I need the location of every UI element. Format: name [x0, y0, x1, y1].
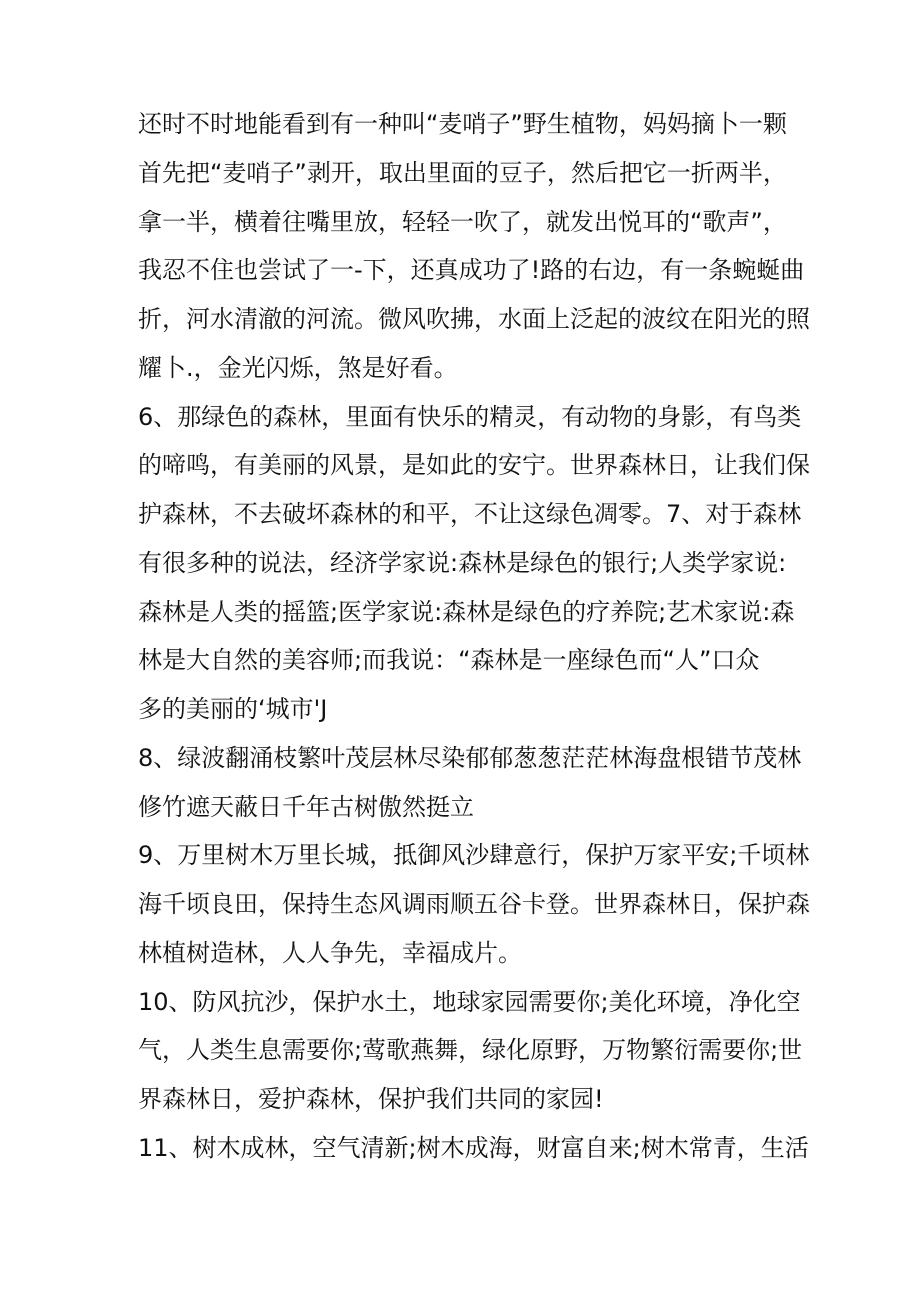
text-line: 耀卜.，金光闪烁，煞是好看。	[138, 353, 458, 382]
text-line: 还时不时地能看到有一种叫“麦哨子”野生植物，妈妈摘卜一颗	[138, 110, 787, 138]
text-line: 林植树造林，人人争先，幸福成片。	[138, 938, 522, 967]
text-line: 护森林，不去破坏森林的和平，不让这绿色凋零。7、对于森林	[138, 500, 802, 528]
text-line: 气，人类生息需要你;莺歌燕舞，绿化原野，万物繁衍需要你;世	[138, 1036, 803, 1065]
text-line: 首先把“麦哨子”剥开，取出里面的豆子，然后把它一折两半，	[138, 158, 787, 187]
text-line: 9、万里树木万里长城，抵御风沙肆意行，保护万家平安;千顷林	[138, 841, 810, 870]
text-line: 有很多种的说法，经济学家说:森林是绿色的银行;人类学家说:	[138, 548, 787, 577]
text-line: 林是大自然的美容师;而我说：“森林是一座绿色而“人”口众	[138, 646, 760, 675]
text-line: 10、防风抗沙，保护水土，地球家园需要你;美化环境，净化空	[138, 987, 801, 1016]
text-line: 界森林日，爱护森林，保护我们共同的家园!	[138, 1085, 604, 1113]
text-line: 拿一半，横着往嘴里放，轻轻一吹了，就发出悦耳的“歌声”，	[138, 207, 787, 236]
text-line: 11、树木成林，空气清新;树木成海，财富自来;树木常青，生活	[138, 1133, 809, 1162]
text-line: 8、绿波翻涌枝繁叶茂层林尽染郁郁葱葱茫茫林海盘根错节茂林	[138, 743, 802, 772]
text-line: 的啼鸣，有美丽的风景，是如此的安宁。世界森林日，让我们保	[138, 451, 810, 480]
body-text	[138, 100, 810, 1173]
text-line: 折，河水清澈的河流。微风吹拂，水面上泛起的波纹在阳光的照	[138, 305, 810, 333]
text-line: 6、那绿色的森林，里面有快乐的精灵，有动物的身影，有鸟类	[138, 402, 802, 431]
text-line: 海千顷良田，保持生态风调雨顺五谷卡登。世界森林日，保护森	[138, 890, 810, 918]
text-line: 修竹遮天蔽日千年古树傲然挺立	[138, 792, 474, 821]
text-line: 多的美丽的‘城市'J	[138, 695, 328, 723]
text-line: 我忍不住也尝试了一-下，还真成功了!路的右边，有一条蜿蜒曲	[138, 256, 805, 285]
text-line: 森林是人类的摇篮;医学家说:森林是绿色的疗养院;艺术家说:森	[138, 597, 795, 626]
